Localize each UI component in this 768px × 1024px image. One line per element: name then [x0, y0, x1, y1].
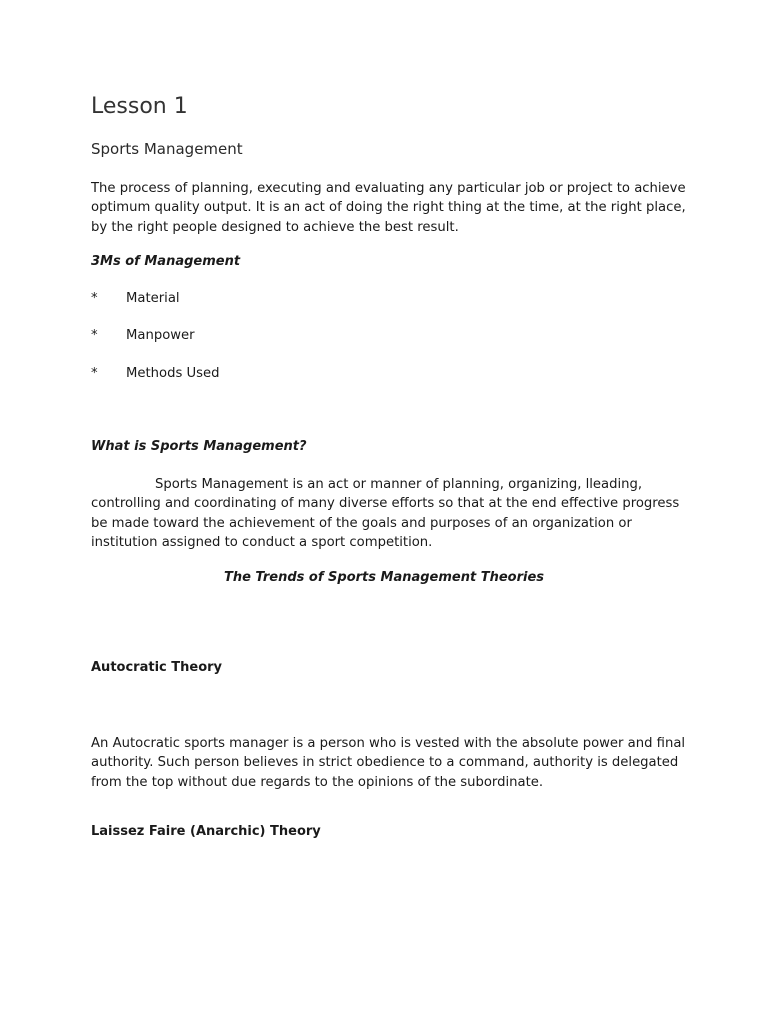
bullet-item: [91, 366, 220, 381]
section-subtitle: Sports Management: [91, 140, 243, 158]
page-title: Lesson 1: [91, 94, 188, 119]
bullet-item: [91, 328, 195, 343]
bullet-marker: *: [91, 328, 98, 343]
what-paragraph: Sports Management is an act or manner of planning, organizing, lleading, controlling and coordinating of many diverse efforts so that at the end effective progress be made toward the achievement of the goals and purposes of an organization or institution assigned to conduct a sport competition.: [91, 477, 680, 550]
what-heading: What is Sports Management?: [91, 439, 307, 454]
bullet-marker: *: [91, 291, 98, 306]
bullet-item: [91, 291, 180, 306]
three-ms-heading: 3Ms of Management: [91, 254, 241, 269]
autocratic-heading: Autocratic Theory: [91, 660, 223, 675]
bullet-text: Material: [126, 291, 180, 306]
bullet-text: Methods Used: [126, 366, 220, 381]
intro-paragraph: The process of planning, executing and evaluating any particular job or project to achieve optimum quality output. It is an act of doing the right thing at the time, at the right place, by the right people designed to achieve the best result.: [91, 181, 686, 235]
bullet-marker: *: [91, 366, 98, 381]
autocratic-paragraph: An Autocratic sports manager is a person who is vested with the absolute power and final authority. Such person believes in strict obedience to a command, authority is delegated from the top without due regards to the opinions of the subordinate.: [91, 736, 686, 790]
trends-heading: The Trends of Sports Management Theories: [223, 570, 545, 585]
bullet-text: Manpower: [126, 328, 195, 343]
laissez-heading: Laissez Faire (Anarchic) Theory: [91, 824, 321, 839]
